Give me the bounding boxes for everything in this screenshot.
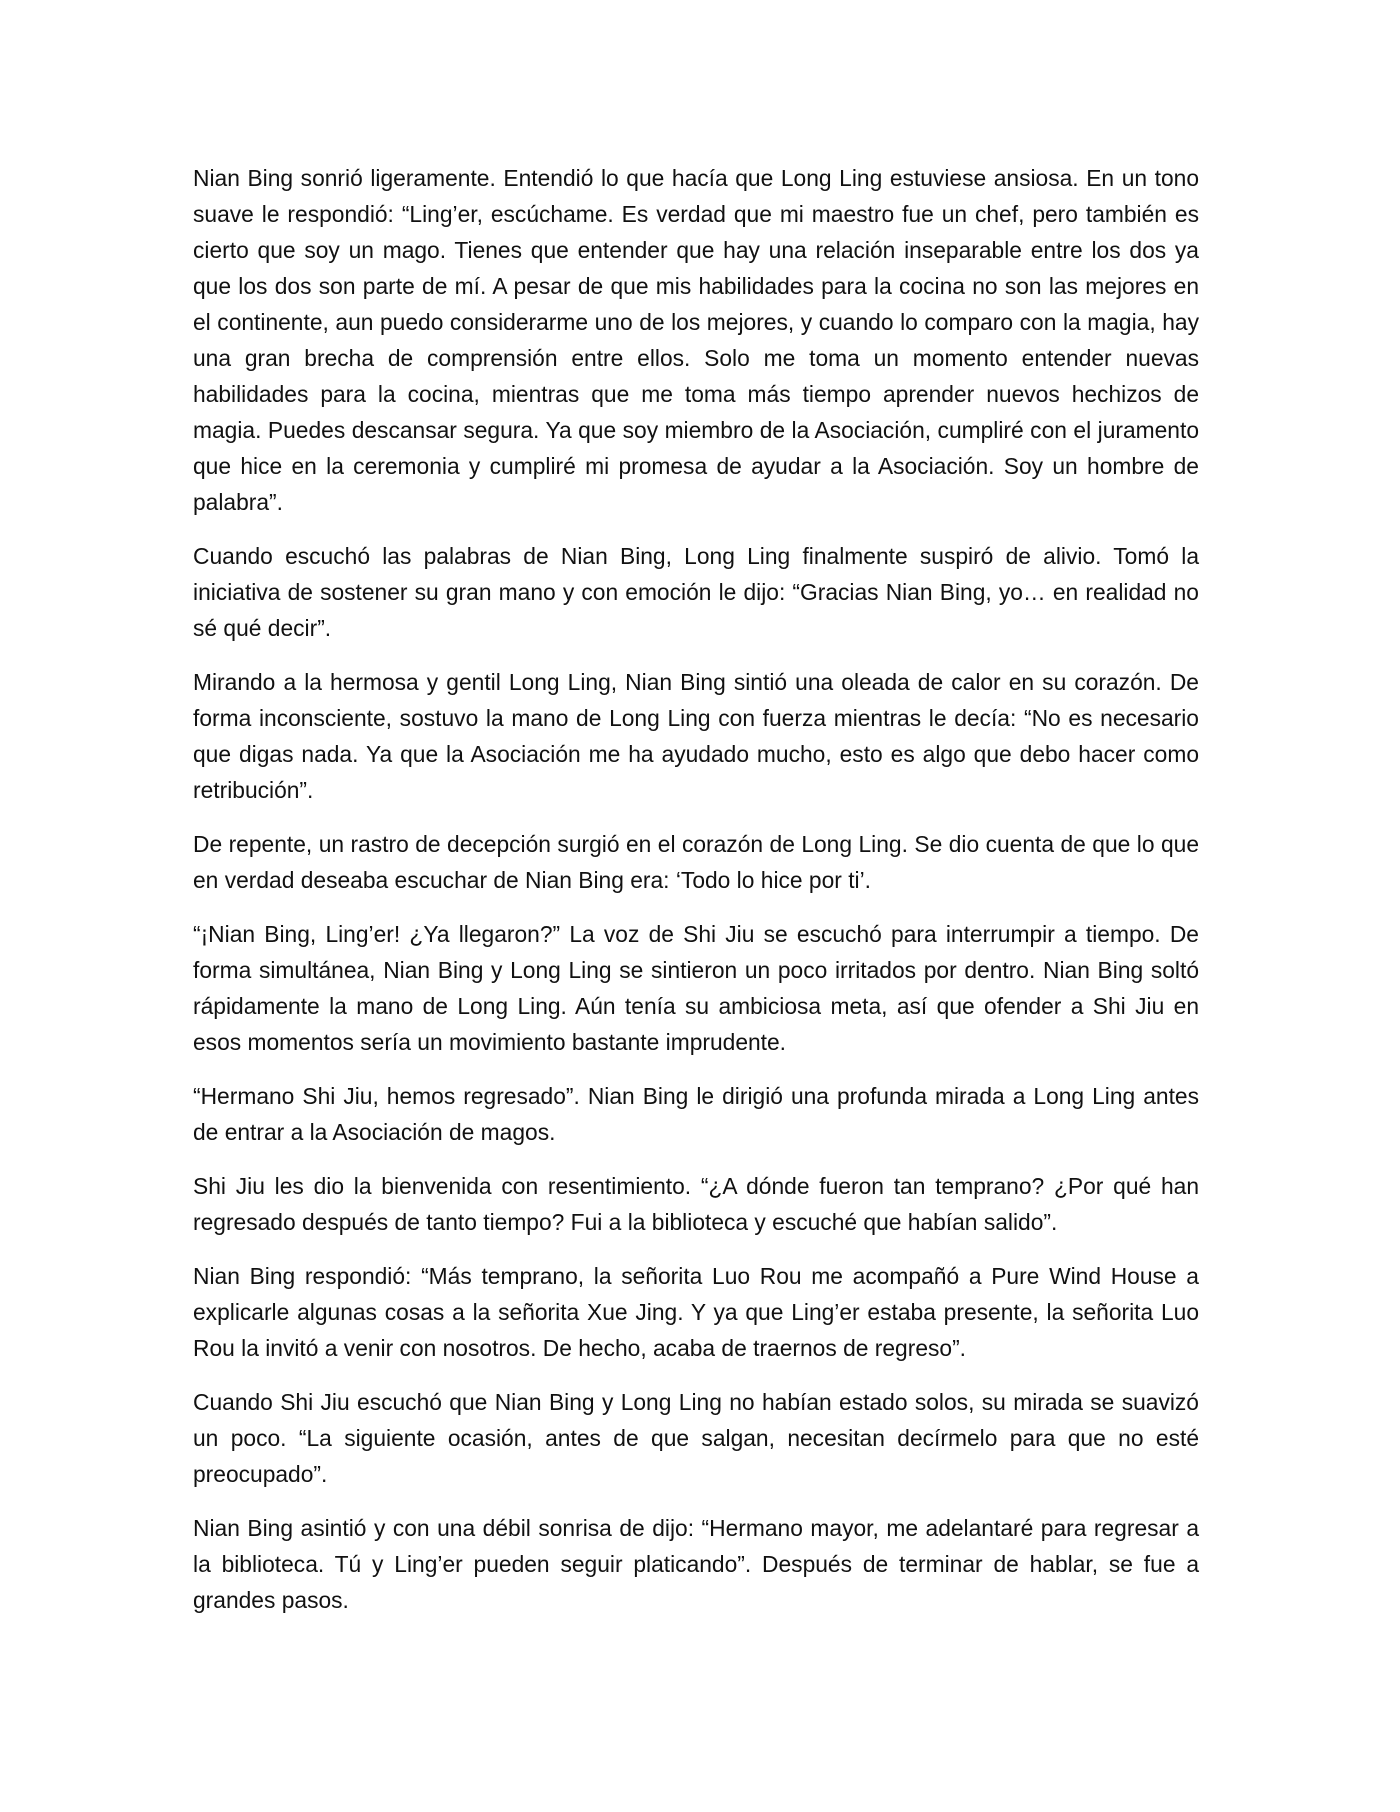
paragraph-5: “¡Nian Bing, Ling’er! ¿Ya llegaron?” La voz de Shi Jiu se escuchó para interrumpir a tiempo. De forma simultánea, Nian Bing y Long Ling se sintieron un poco irritados por dentro. Nian Bing soltó rápidamente la mano de Long Ling. Aún tenía su ambiciosa meta, así que ofender a Shi Jiu en esos momentos sería un movimiento bastante imprudente. — [193, 921, 1199, 1055]
paragraph-1: Nian Bing sonrió ligeramente. Entendió lo que hacía que Long Ling estuviese ansiosa. En un tono suave le respondió: “Ling’er, escúchame. Es verdad que mi maestro fue un chef, pero también es cierto que soy un mago. Tienes que entender que hay una relación inseparable entre los dos ya que los dos son parte de mí. A pesar de que mis habilidades para la cocina no son las mejores en el continente, aun puedo considerarme uno de los mejores, y cuando lo comparo con la magia, hay una gran brecha de comprensión entre ellos. Solo me toma un momento entender nuevas habilidades para la cocina, mientras que me toma más tiempo aprender nuevos hechizos de magia. Puedes descansar segura. Ya que soy miembro de la Asociación, cumpliré con el juramento que hice en la ceremonia y cumpliré mi promesa de ayudar a la Asociación. Soy un hombre de palabra”. — [193, 165, 1199, 515]
paragraph-10: Nian Bing asintió y con una débil sonrisa de dijo: “Hermano mayor, me adelantaré para regresar a la biblioteca. Tú y Ling’er pueden seguir platicando”. Después de terminar de hablar, se fue a grandes pasos. — [193, 1515, 1199, 1613]
document-body — [193, 160, 1199, 1636]
paragraph-3: Mirando a la hermosa y gentil Long Ling, Nian Bing sintió una oleada de calor en su corazón. De forma inconsciente, sostuvo la mano de Long Ling con fuerza mientras le decía: “No es necesario que digas nada. Ya que la Asociación me ha ayudado mucho, esto es algo que debo hacer como retribución”. — [193, 669, 1199, 803]
paragraph-7: Shi Jiu les dio la bienvenida con resentimiento. “¿A dónde fueron tan temprano? ¿Por qué han regresado después de tanto tiempo? Fui a la biblioteca y escuché que habían salido”. — [193, 1173, 1199, 1235]
paragraph-9: Cuando Shi Jiu escuchó que Nian Bing y Long Ling no habían estado solos, su mirada se suavizó un poco. “La siguiente ocasión, antes de que salgan, necesitan decírmelo para que no esté preocupado”. — [193, 1389, 1199, 1487]
paragraph-8: Nian Bing respondió: “Más temprano, la señorita Luo Rou me acompañó a Pure Wind House a explicarle algunas cosas a la señorita Xue Jing. Y ya que Ling’er estaba presente, la señorita Luo Rou la invitó a venir con nosotros. De hecho, acaba de traernos de regreso”. — [193, 1263, 1199, 1361]
paragraph-2: Cuando escuchó las palabras de Nian Bing, Long Ling finalmente suspiró de alivio. Tomó la iniciativa de sostener su gran mano y con emoción le dijo: “Gracias Nian Bing, yo… en realidad no sé qué decir”. — [193, 543, 1199, 641]
paragraph-6: “Hermano Shi Jiu, hemos regresado”. Nian Bing le dirigió una profunda mirada a Long Ling antes de entrar a la Asociación de magos. — [193, 1083, 1199, 1145]
paragraph-4: De repente, un rastro de decepción surgió en el corazón de Long Ling. Se dio cuenta de que lo que en verdad deseaba escuchar de Nian Bing era: ‘Todo lo hice por ti’. — [193, 831, 1199, 893]
